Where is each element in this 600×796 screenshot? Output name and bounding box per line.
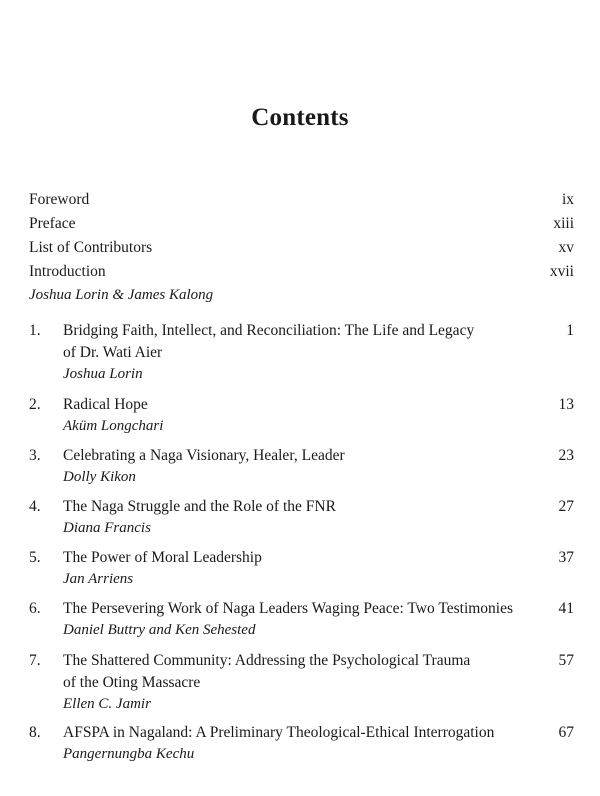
toc-entry-label: Foreword — [29, 191, 90, 208]
chapter-author: Ellen C. Jamir — [63, 696, 151, 712]
toc-page-number: xiii — [553, 215, 574, 232]
chapter-author: Jan Arriens — [63, 571, 134, 587]
chapter-title-line: AFSPA in Nagaland: A Preliminary Theological-Ethical Interrogation — [63, 724, 495, 741]
chapter-number: 8. — [29, 724, 41, 741]
chapter-number: 2. — [29, 396, 41, 413]
chapter-number: 7. — [29, 652, 41, 669]
introduction-authors: Joshua Lorin & James Kalong — [29, 287, 214, 303]
toc-page-number: 67 — [558, 724, 574, 741]
chapter-author: Joshua Lorin — [63, 366, 143, 382]
chapter-title-line: Radical Hope — [63, 396, 148, 413]
chapter-number: 3. — [29, 447, 41, 464]
chapter-title-line: The Power of Moral Leadership — [63, 549, 262, 566]
chapter-title-line: Bridging Faith, Intellect, and Reconciliation: The Life and Legacy — [63, 322, 475, 339]
chapter-author: Pangernungba Kechu — [63, 746, 195, 762]
toc-page-number: 37 — [558, 549, 574, 566]
toc-page-number: 57 — [558, 652, 574, 669]
chapter-author: Daniel Buttry and Ken Sehested — [63, 622, 256, 638]
chapter-title-line: The Persevering Work of Naga Leaders Waging Peace: Two Testimonies — [63, 600, 514, 617]
chapter-number: 6. — [29, 600, 41, 617]
toc-page-number: 41 — [558, 600, 574, 617]
chapter-title-line: The Naga Struggle and the Role of the FNR — [63, 498, 336, 515]
chapter-author: Dolly Kikon — [63, 469, 136, 485]
chapter-title-line: The Shattered Community: Addressing the Psychological Trauma — [63, 652, 471, 669]
toc-entry-label: List of Contributors — [29, 239, 153, 256]
toc-page-number: 13 — [558, 396, 574, 413]
toc-entry-label: Preface — [29, 215, 76, 232]
toc-page-number: xv — [558, 239, 574, 256]
chapter-number: 4. — [29, 498, 41, 515]
toc-entry-label: Introduction — [29, 263, 106, 280]
page-title: Contents — [251, 104, 349, 131]
chapter-number: 1. — [29, 322, 41, 339]
chapter-author: Aküm Longchari — [63, 418, 164, 434]
chapter-title-line: of the Oting Massacre — [63, 674, 201, 691]
chapter-number: 5. — [29, 549, 41, 566]
toc-page-number: 23 — [558, 447, 574, 464]
toc-page-number: 1 — [566, 322, 574, 339]
toc-page-number: ix — [561, 191, 574, 208]
chapter-title-line: of Dr. Wati Aier — [63, 344, 163, 361]
chapter-title-line: Celebrating a Naga Visionary, Healer, Leader — [63, 447, 345, 464]
toc-page-number: 27 — [558, 498, 574, 515]
chapter-author: Diana Francis — [63, 520, 151, 536]
toc-page-number: xvii — [549, 263, 574, 280]
